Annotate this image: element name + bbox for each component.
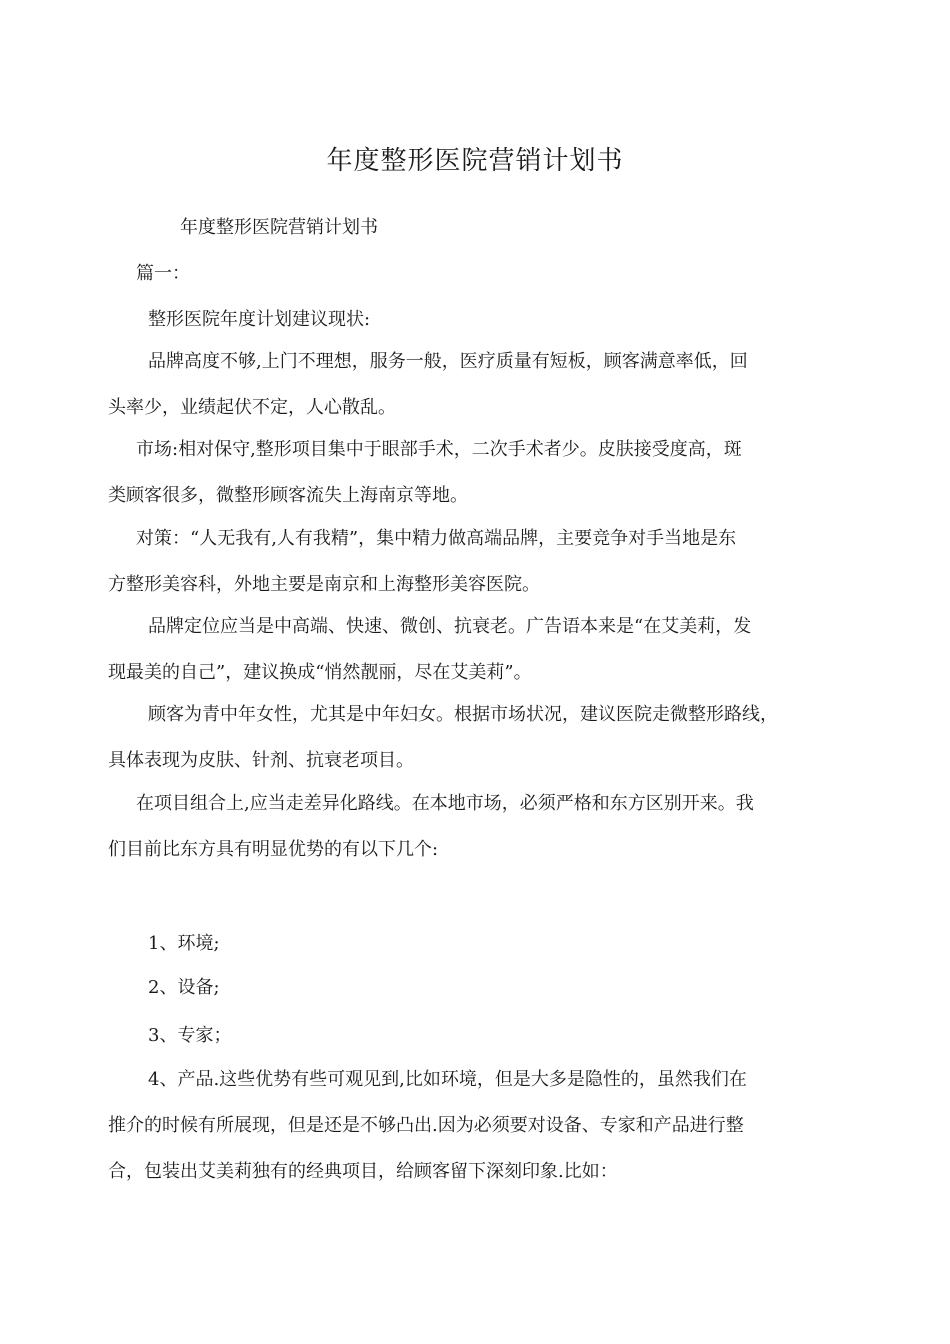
paragraph-line: 品牌定位应当是中高端、快速、微创、抗衰老。广告语本来是“在艾美莉，发	[148, 616, 752, 637]
paragraph-market	[108, 438, 848, 508]
section-label: 篇一：	[136, 263, 190, 284]
paragraph-line: 对策：“人无我有,人有我精”，集中精力做高端品牌，主要竞争对手当地是东	[136, 528, 737, 549]
paragraph-line: 在项目组合上,应当走差异化路线。在本地市场，必须严格和东方区别开来。我	[136, 793, 754, 814]
list-item: 3、专家；	[148, 1025, 232, 1046]
paragraph-positioning	[108, 615, 848, 685]
list-item: 2、设备;	[148, 977, 220, 998]
paragraph-customers	[108, 703, 848, 773]
paragraph-line: 类顾客很多，微整形顾客流失上海南京等地。	[108, 485, 468, 506]
paragraph-line: 推介的时候有所展现，但是还是不够凸出.因为必须要对设备、专家和产品进行整	[108, 1115, 744, 1136]
paragraph-line: 品牌高度不够,上门不理想，服务一般，医疗质量有短板，顾客满意率低，回	[148, 351, 748, 372]
paragraph-line: 方整形美容科，外地主要是南京和上海整形美容医院。	[108, 574, 540, 595]
paragraph-brand	[108, 350, 848, 420]
paragraph-line: 具体表现为皮肤、针剂、抗衰老项目。	[108, 750, 414, 771]
paragraph-products	[108, 1068, 848, 1184]
subtitle: 年度整形医院营销计划书	[180, 217, 378, 238]
paragraph-line: 顾客为青中年女性，尤其是中年妇女。根据市场状况，建议医院走微整形路线，	[148, 704, 778, 725]
paragraph-combination	[108, 792, 848, 862]
paragraph-status-heading: 整形医院年度计划建议现状:	[148, 309, 371, 330]
list-item: 1、环境;	[148, 933, 220, 954]
paragraph-line: 市场:相对保守,整形项目集中于眼部手术，二次手术者少。皮肤接受度高，斑	[136, 439, 742, 460]
paragraph-line: 现最美的自己”，建议换成“悄然靓丽，尽在艾美莉”。	[108, 662, 532, 683]
paragraph-line: 们目前比东方具有明显优势的有以下几个:	[108, 839, 439, 860]
paragraph-line: 合，包装出艾美莉独有的经典项目，给顾客留下深刻印象.比如：	[108, 1161, 618, 1182]
paragraph-line: 头率少，业绩起伏不定，人心散乱。	[108, 397, 396, 418]
document-title: 年度整形医院营销计划书	[326, 146, 624, 176]
paragraph-line: 4、产品.这些优势有些可观见到,比如环境，但是大多是隐性的，虽然我们在	[148, 1069, 747, 1090]
paragraph-strategy	[108, 527, 848, 597]
